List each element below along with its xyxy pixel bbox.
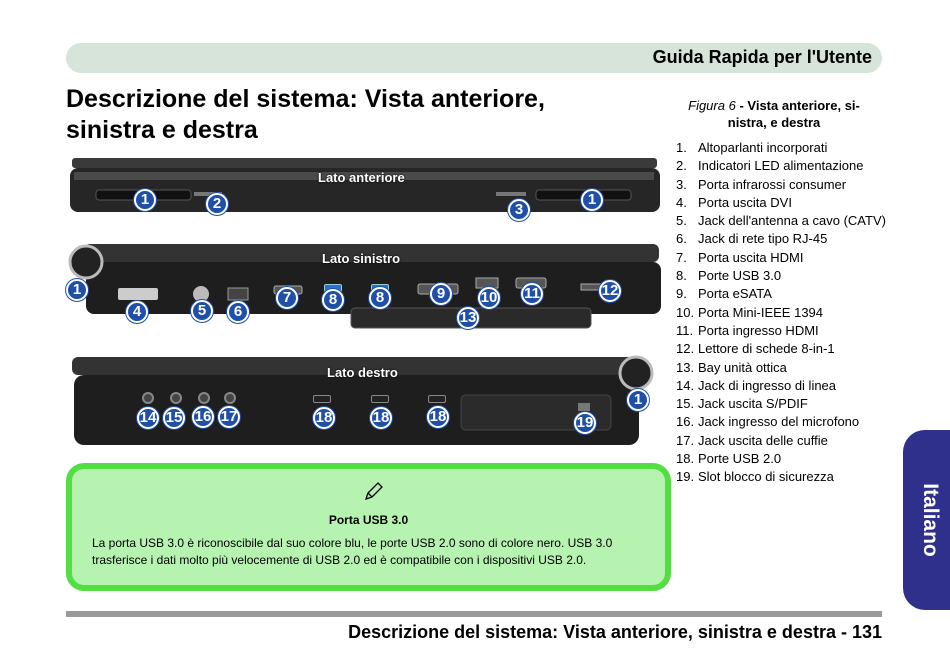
legend-item: 12. Lettore di schede 8-in-1 (676, 341, 835, 357)
legend-item: 6. Jack di rete tipo RJ-45 (676, 231, 828, 247)
callout-10: 10 (478, 287, 500, 309)
legend-item: 2. Indicatori LED alimentazione (676, 158, 864, 174)
legend-item: 15. Jack uscita S/PDIF (676, 396, 808, 412)
callout-19: 19 (574, 412, 596, 434)
legend-item: 7. Porta uscita HDMI (676, 249, 804, 265)
callout-16: 16 (192, 406, 214, 428)
callout-18-a: 18 (313, 407, 335, 429)
note-text: La porta USB 3.0 è riconoscibile dal suo colore blu, le porte USB 2.0 sono di colore nero. USB 3.0 trasferisce i dati molto più velocemente di USB 2.0 ed è compatibile con i dispositivi USB 2.0. (92, 536, 613, 567)
header-title: Guida Rapida per l'Utente (652, 47, 872, 67)
callout-6: 6 (227, 301, 249, 323)
callout-5: 5 (191, 300, 213, 322)
right-view-label: Lato destro (327, 365, 398, 380)
callout-18-c: 18 (427, 406, 449, 428)
legend-item: 8. Porte USB 3.0 (676, 268, 782, 284)
footer-text: Descrizione del sistema: Vista anteriore, sinistra e destra - 131 (348, 622, 882, 642)
left-view-label: Lato sinistro (322, 251, 401, 266)
jack-spdif (170, 392, 182, 404)
legend-item: 13. Bay unità ottica (676, 359, 787, 375)
legend-item: 5. Jack dell'antenna a cavo (CATV) (676, 213, 886, 229)
callout-12: 12 (599, 280, 621, 302)
legend-item: 19. Slot blocco di sicurezza (676, 469, 834, 485)
callout-18-b: 18 (370, 407, 392, 429)
legend-item: 3. Porta infrarossi consumer (676, 176, 847, 192)
language-side-tab-label: Italiano (919, 483, 942, 557)
header-bar (66, 43, 882, 73)
legend-list (676, 139, 886, 487)
jack-headphones (224, 392, 236, 404)
front-view-drawing (66, 150, 666, 220)
legend-item: 16. Jack ingresso del microfono (676, 414, 860, 430)
callout-15: 15 (163, 407, 185, 429)
legend-item: 17. Jack uscita delle cuffie (676, 432, 828, 448)
figure-title: - Vista anteriore, si-nistra, e destra (727, 98, 860, 130)
front-view-label: Lato anteriore (318, 170, 405, 185)
laptop-figure (66, 150, 666, 460)
callout-17: 17 (218, 406, 240, 428)
legend-item: 10. Porta Mini-IEEE 1394 (676, 304, 824, 320)
callout-8-a: 8 (322, 289, 344, 311)
legend-item: 4. Porta uscita DVI (676, 194, 792, 210)
note-box (66, 463, 671, 591)
callout-8-b: 8 (369, 287, 391, 309)
callout-9: 9 (430, 283, 452, 305)
callout-1-front-right: 1 (581, 189, 603, 211)
jack-line-in (142, 392, 154, 404)
legend-item: 18. Porte USB 2.0 (676, 451, 782, 467)
callout-1-left: 1 (66, 279, 88, 301)
callout-4: 4 (126, 301, 148, 323)
usb2-port-c (428, 395, 446, 403)
legend-item: 9. Porta eSATA (676, 286, 772, 302)
callout-7: 7 (276, 287, 298, 309)
callout-14: 14 (137, 407, 159, 429)
usb2-port-a (313, 395, 331, 403)
figure-label: Figura 6 (688, 98, 736, 113)
callout-3: 3 (508, 199, 530, 221)
legend-item: 11. Porta ingresso HDMI (676, 322, 819, 338)
right-view (66, 355, 666, 455)
front-view (66, 150, 666, 220)
legend-item: 1. Altoparlanti incorporati (676, 140, 828, 155)
note-title: Porta USB 3.0 (328, 513, 409, 527)
jack-microphone (198, 392, 210, 404)
callout-2: 2 (206, 193, 228, 215)
left-view (66, 238, 666, 343)
legend-item: 14. Jack di ingresso di linea (676, 377, 837, 393)
callout-13: 13 (457, 307, 479, 329)
usb2-port-b (371, 395, 389, 403)
footer-rule (66, 611, 882, 617)
page-title: Descrizione del sistema: Vista anteriore, sinistra e destra (66, 85, 545, 144)
figure-caption (676, 97, 872, 131)
callout-1-right: 1 (627, 389, 649, 411)
pen-icon (362, 481, 384, 508)
callout-11: 11 (521, 283, 543, 305)
callout-1-front-left: 1 (134, 189, 156, 211)
